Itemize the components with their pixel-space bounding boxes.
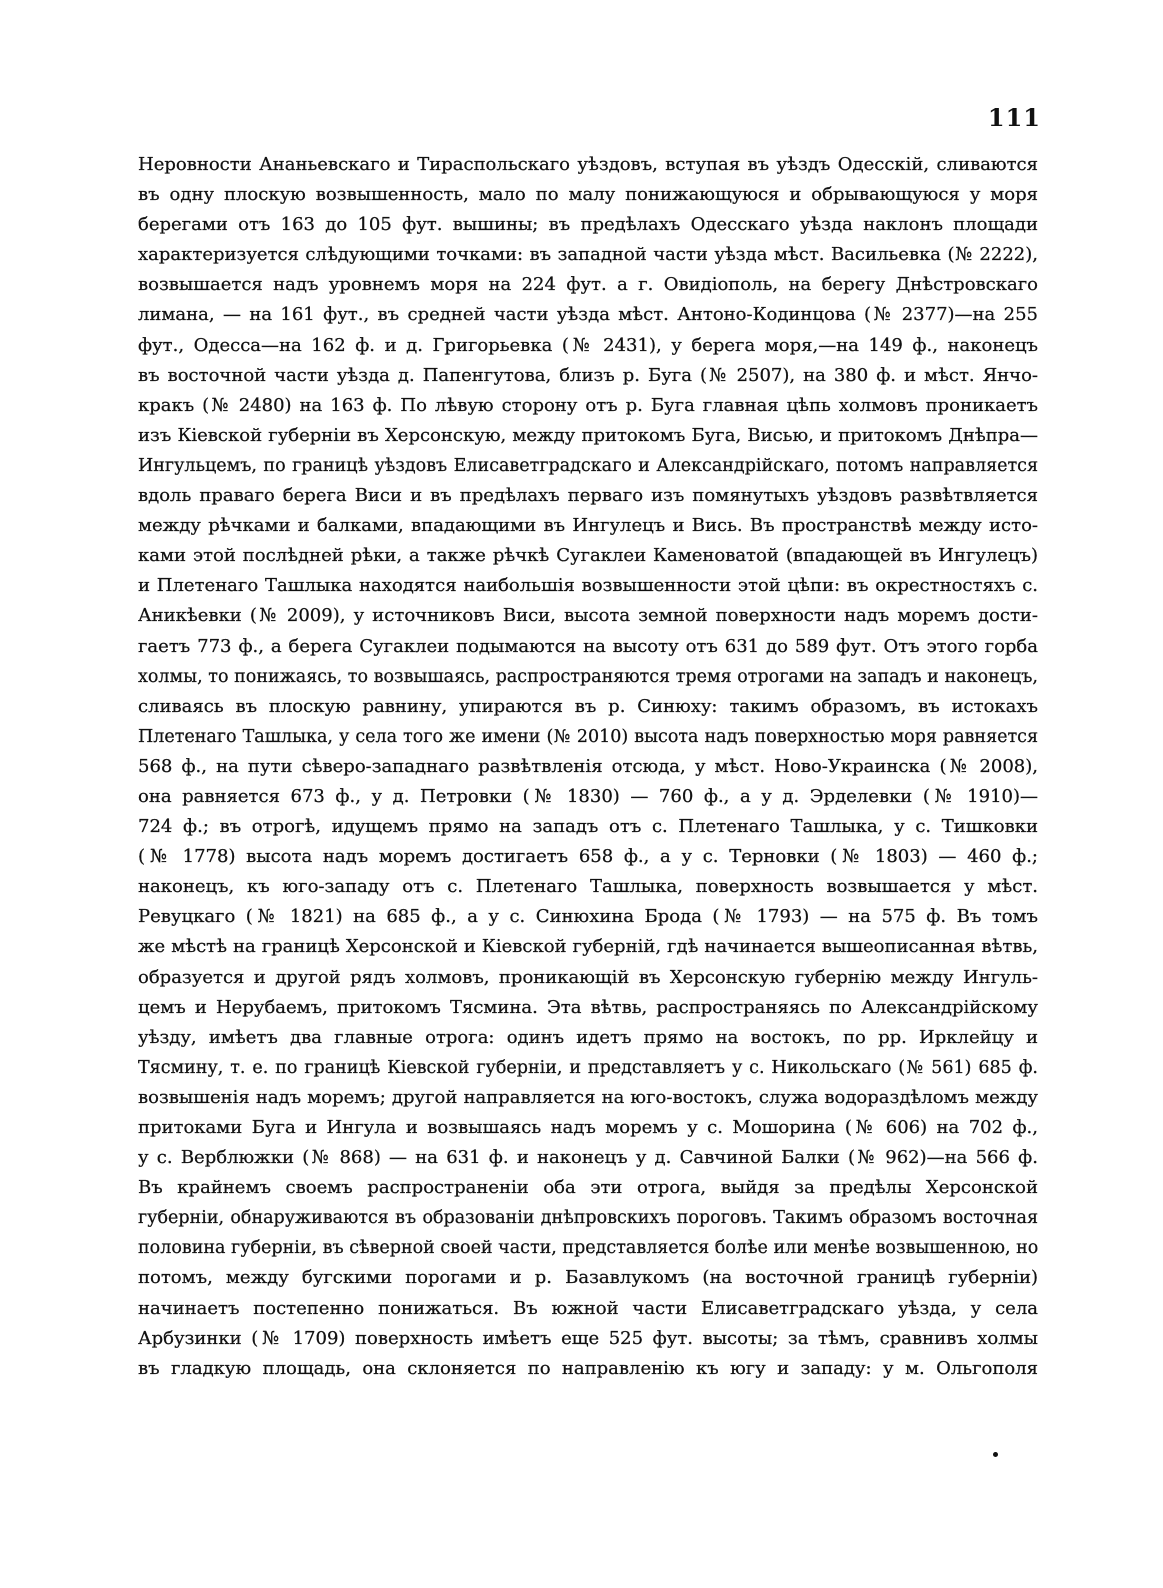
text-line: Плетенаго Ташлыка, у села того же имени (№ 2010) высота надъ поверхностью моря равняется — [138, 726, 1038, 747]
text-line: вдоль праваго берега Виси и въ предѣлахъ перваго изъ помянутыхъ уѣздовъ развѣтвляется — [138, 485, 1038, 507]
text-line: уѣзду, имѣетъ два главные отрога: одинъ идетъ прямо на востокъ, по рр. Ирклейцу и — [138, 1026, 1038, 1048]
text-line: притоками Буга и Ингула и возвышаясь надъ моремъ у с. Мошорина (№ 606) на 702 ф., — [138, 1117, 1038, 1138]
text-line: въ гладкую площадь, она склоняется по направленію къ югу и западу: у м. Ольгополя — [138, 1357, 1038, 1379]
text-line: половина губерніи, въ сѣверной своей части, представляется болѣе или менѣе возвышенною, но — [138, 1238, 1038, 1259]
text-line: (№ 1778) высота надъ моремъ достигаетъ 658 ф., а у с. Терновки (№ 1803) — 460 ф.; — [138, 846, 1038, 868]
text-line: она равняется 673 ф., у д. Петровки (№ 1830) — 760 ф., а у д. Эрделевки (№ 1910)— — [138, 785, 1038, 807]
text-line: возвышенія надъ моремъ; другой направляется на юго-востокъ, служа водораздѣломъ между — [138, 1086, 1038, 1108]
text-line: же мѣстѣ на границѣ Херсонской и Кіевской губерній, гдѣ начинается вышеописанная вѣтвь, — [138, 936, 1038, 958]
text-line: Ревуцкаго (№ 1821) на 685 ф., а у с. Синюхина Брода (№ 1793) — на 575 ф. Въ томъ — [138, 906, 1038, 928]
body-text — [138, 150, 1038, 1384]
text-line: начинаетъ постепенно понижаться. Въ южной части Елисаветградскаго уѣзда, у села — [138, 1297, 1038, 1319]
text-line: сливаясь въ плоскую равнину, упираются въ р. Синюху: такимъ образомъ, въ истокахъ — [138, 695, 1038, 717]
text-line: лимана, — на 161 фут., въ средней части уѣзда мѣст. Антоно-Кодинцова (№ 2377)—на 255 — [138, 304, 1038, 326]
text-line: у с. Верблюжки (№ 868) — на 631 ф. и наконецъ у д. Савчиной Балки (№ 962)—на 566 ф. — [138, 1147, 1038, 1169]
text-line: 724 ф.; въ отрогѣ, идущемъ прямо на западъ отъ с. Плетенаго Ташлыка, у с. Тишковки — [138, 816, 1038, 838]
text-line: 568 ф., на пути сѣверо-западнаго развѣтвленія отсюда, у мѣст. Ново-Украинска (№ 2008), — [138, 755, 1038, 777]
text-line: Неровности Ананьевскаго и Тираспольскаго уѣздовъ, вступая въ уѣздъ Одесскій, сливаются — [138, 154, 1038, 175]
text-line: потомъ, между бугскими порогами и р. Базавлукомъ (на восточной границѣ губерніи) — [138, 1267, 1038, 1289]
text-line: Въ крайнемъ своемъ распространеніи оба эти отрога, выйдя за предѣлы Херсонской — [138, 1177, 1038, 1199]
text-line: губерніи, обнаруживаются въ образованіи днѣпровскихъ пороговъ. Такимъ образомъ восточная — [138, 1208, 1038, 1229]
ink-dot-mark — [993, 1452, 998, 1457]
text-line: холмы, то понижаясь, то возвышаясь, распространяются тремя отрогами на западъ и наконецъ, — [138, 666, 1038, 687]
text-line: Аникѣевки (№ 2009), у источниковъ Виси, высота земной поверхности надъ моремъ дости- — [138, 605, 1038, 627]
text-line: образуется и другой рядъ холмовъ, проникающій въ Херсонскую губернію между Ингуль- — [138, 966, 1038, 988]
page-number: 111 — [987, 103, 1041, 132]
text-line: возвышается надъ уровнемъ моря на 224 фут. а г. Овидіополь, на берегу Днѣстровскаго — [138, 274, 1038, 296]
text-line: и Плетенаго Ташлыка находятся наибольшія возвышенности этой цѣпи: въ окрестностяхъ с. — [138, 575, 1038, 597]
text-line: гаетъ 773 ф., а берега Сугаклеи подымаются на высоту отъ 631 до 589 фут. Отъ этого горба — [138, 635, 1038, 657]
text-line: ками этой послѣдней рѣки, а также рѣчкѣ Сугаклеи Каменоватой (впадающей въ Ингулецъ) — [138, 545, 1038, 567]
text-line: характеризуется слѣдующими точками: въ западной части уѣзда мѣст. Васильевка (№ 2222), — [138, 244, 1038, 266]
text-line: изъ Кіевской губерніи въ Херсонскую, между притокомъ Буга, Висью, и притокомъ Днѣпра— — [138, 424, 1038, 446]
text-line: Тясмину, т. е. по границѣ Кіевской губерніи, и представляетъ у с. Никольскаго (№ 561) 685 ф. — [138, 1057, 1038, 1078]
text-line: наконецъ, къ юго-западу отъ с. Плетенаго Ташлыка, поверхность возвышается у мѣст. — [138, 876, 1038, 898]
text-line: берегами отъ 163 до 105 фут. вышины; въ предѣлахъ Одесскаго уѣзда наклонъ площади — [138, 214, 1038, 236]
text-line: цемъ и Нерубаемъ, притокомъ Тясмина. Эта вѣтвь, распространяясь по Александрійскому — [138, 996, 1038, 1018]
text-line: Ингульцемъ, по границѣ уѣздовъ Елисаветградскаго и Александрійскаго, потомъ направляется — [138, 455, 1038, 476]
text-line: въ одну плоскую возвышенность, мало по малу понижающуюся и обрывающуюся у моря — [138, 184, 1038, 206]
text-line: фут., Одесса—на 162 ф. и д. Григорьевка (№ 2431), у берега моря,—на 149 ф., наконецъ — [138, 334, 1038, 356]
text-line: Арбузинки (№ 1709) поверхность имѣетъ еще 525 фут. высоты; за тѣмъ, сравнивъ холмы — [138, 1327, 1038, 1349]
text-line: между рѣчками и балками, впадающими въ Ингулецъ и Вись. Въ пространствѣ между исто- — [138, 515, 1038, 537]
text-line: въ восточной части уѣзда д. Папенгутова, близъ р. Буга (№ 2507), на 380 ф. и мѣст. Янчо- — [138, 364, 1038, 386]
text-line: кракъ (№ 2480) на 163 ф. По лѣвую сторону отъ р. Буга главная цѣпь холмовъ проникаетъ — [138, 394, 1038, 416]
